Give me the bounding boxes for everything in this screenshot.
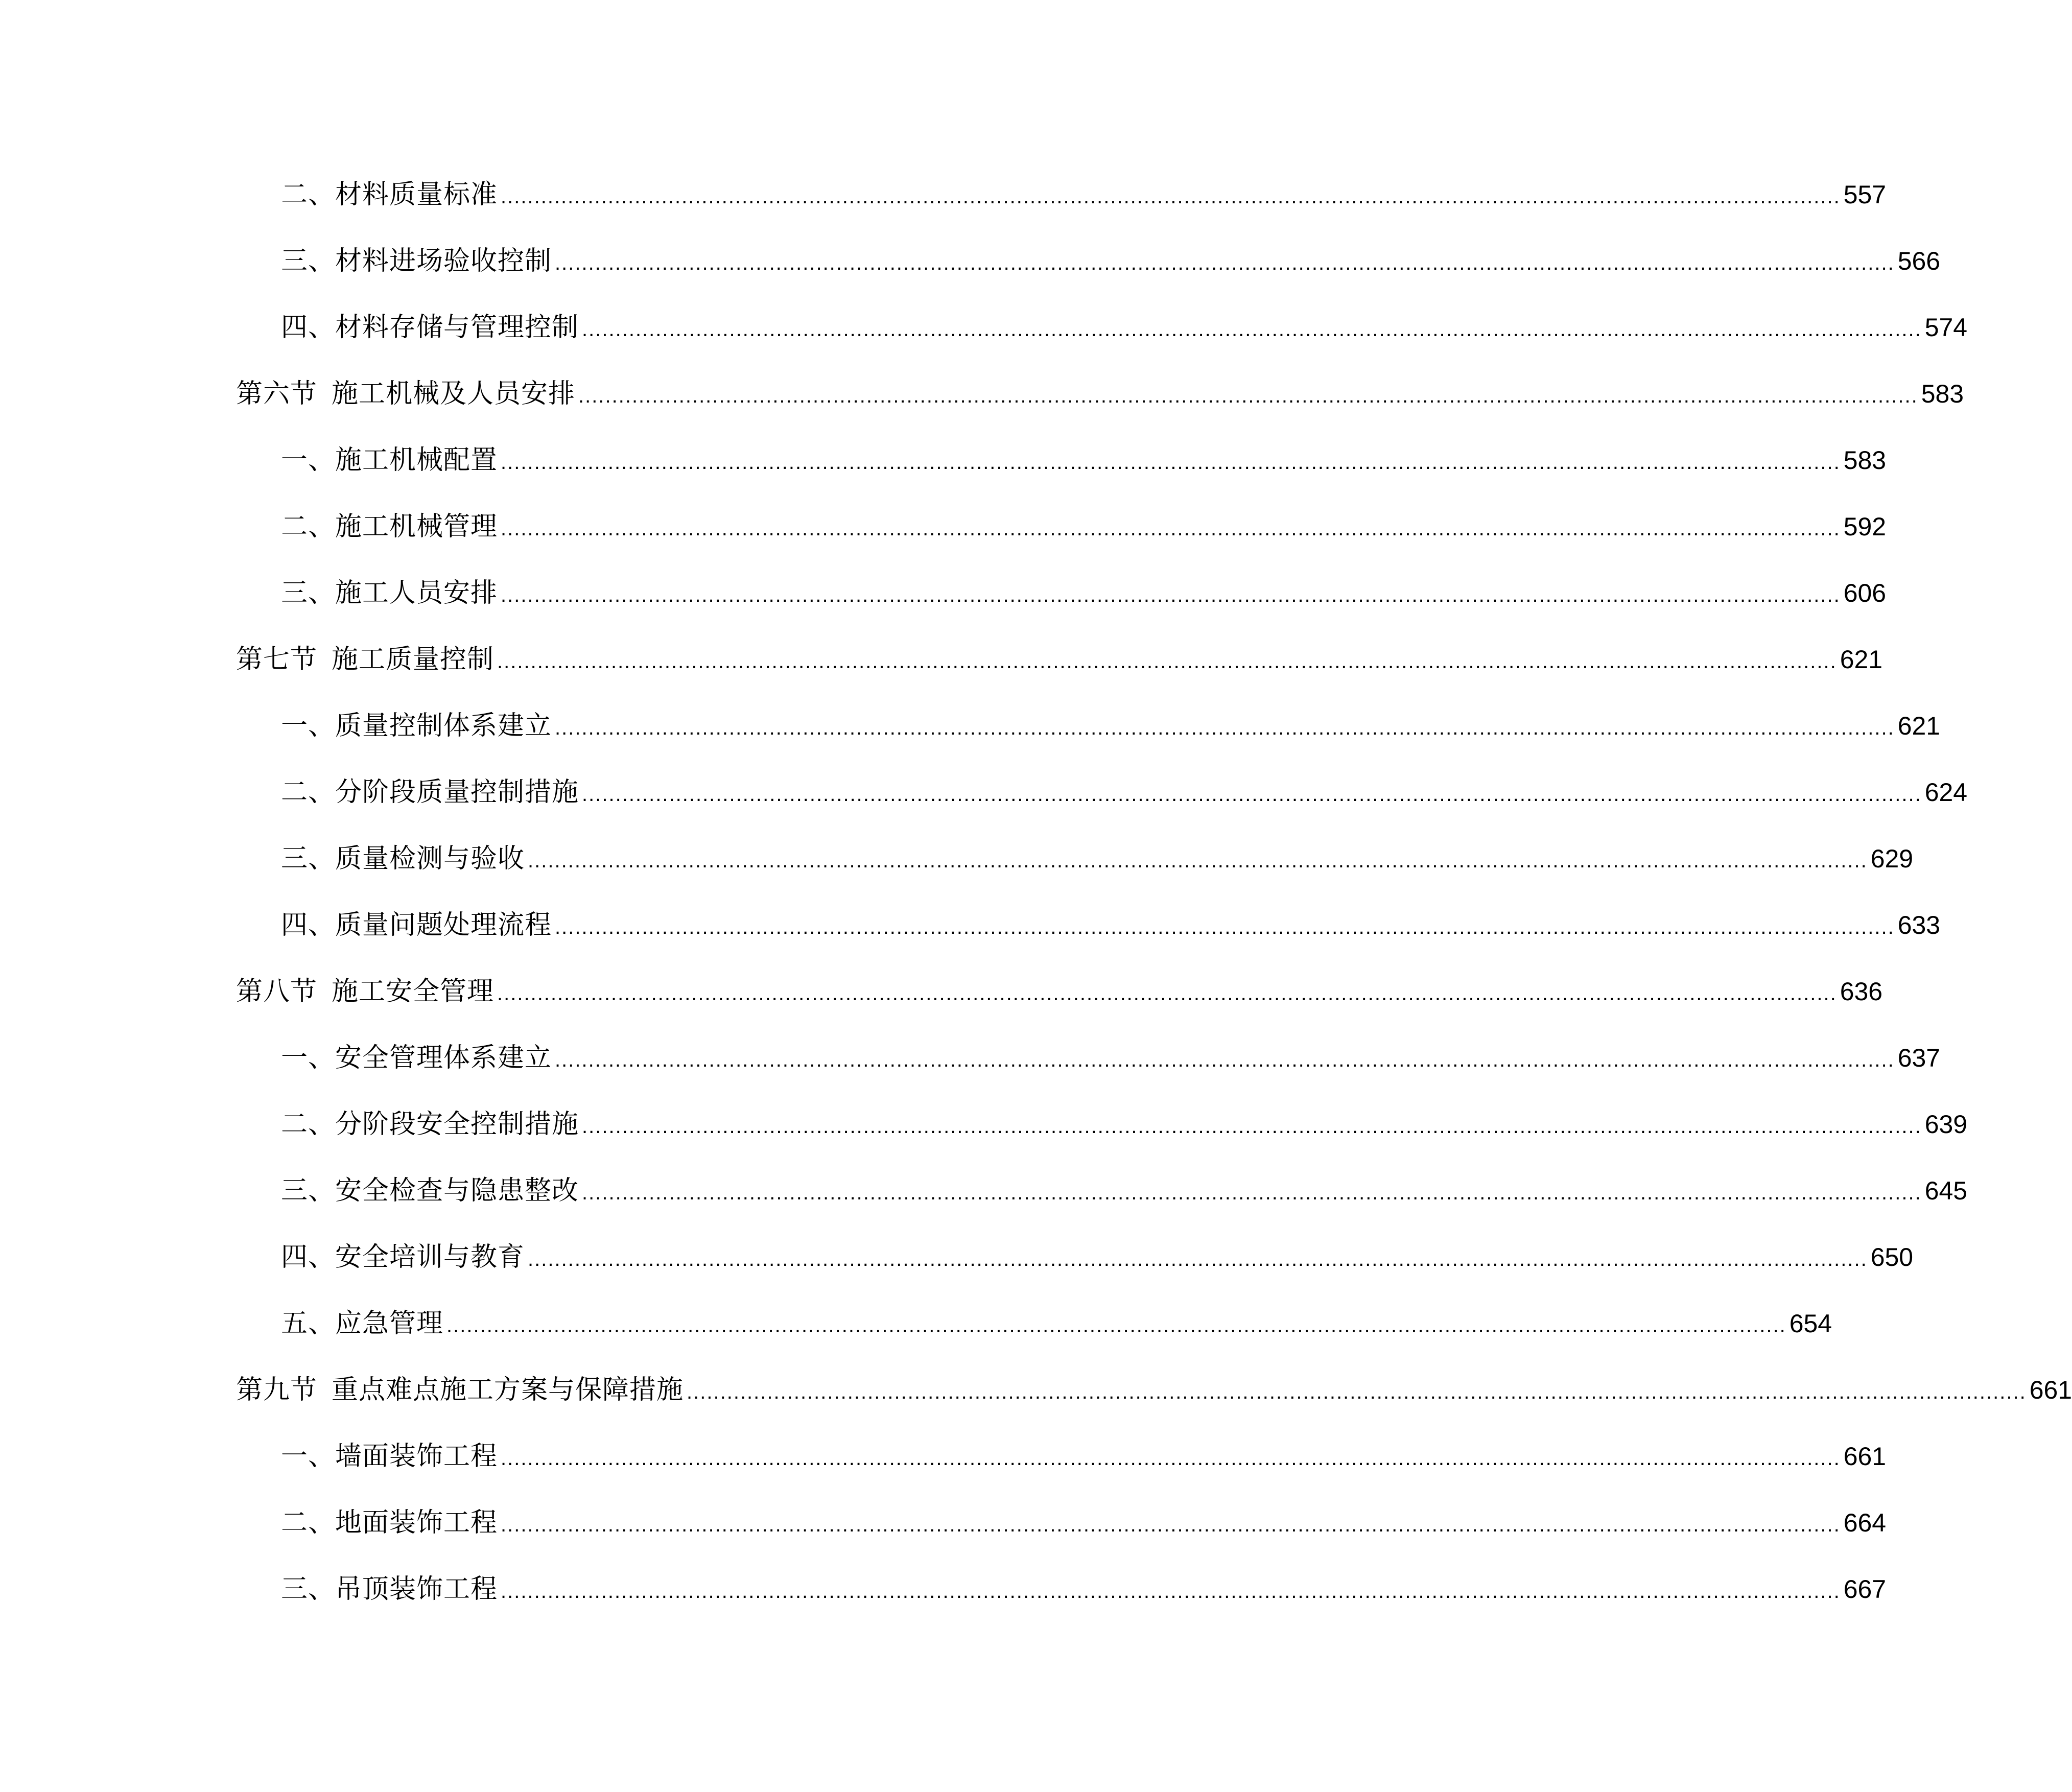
toc-entry-title: 安全管理体系建立 [335, 1043, 552, 1073]
toc-section-title: 施工机械及人员安排 [332, 379, 576, 409]
dot-leader: ........................................................................................................................................................................................................ [497, 982, 1837, 1005]
toc-entry-title: 质量检测与验收 [335, 843, 525, 874]
toc-entry-title: 施工人员安排 [335, 578, 498, 608]
toc-entry[interactable] [0, 1221, 1914, 1277]
toc-entry-title: 施工机械管理 [335, 511, 498, 542]
toc-entry-page: 574 [1924, 313, 1968, 342]
toc-entry-label: 二、 [281, 777, 336, 808]
toc-entry-page: 661 [2029, 1376, 2072, 1404]
toc-entry-label: 三、 [281, 843, 336, 874]
dot-leader: ........................................................................................................................................................................................................ [501, 185, 1841, 208]
dot-leader: ........................................................................................................................................................................................................ [528, 1248, 1868, 1270]
toc-entry-title: 质量控制体系建立 [335, 711, 552, 741]
toc-entry-page: 566 [1897, 247, 1941, 275]
toc-entry[interactable] [0, 1022, 1941, 1078]
toc-entry-page: 633 [1897, 911, 1941, 939]
toc-entry-page: 667 [1843, 1575, 1887, 1604]
toc-entry[interactable] [0, 1487, 1887, 1543]
toc-entry-label: 四、 [281, 312, 336, 343]
toc-section-title: 施工安全管理 [332, 976, 495, 1007]
toc-entry[interactable] [0, 889, 1941, 945]
toc-entry-page: 650 [1870, 1243, 1914, 1271]
toc-entry-title: 应急管理 [335, 1308, 444, 1339]
toc-entry-title: 安全培训与教育 [335, 1242, 525, 1272]
dot-leader: ........................................................................................................................................................................................................ [555, 1049, 1895, 1071]
toc-entry-label: 一、 [281, 1441, 336, 1472]
dot-leader: ........................................................................................................................................................................................................ [582, 1182, 1922, 1204]
toc-entry-page: 557 [1843, 180, 1887, 209]
toc-section-label: 第八节 [236, 976, 318, 1007]
toc-entry-label: 二、 [281, 179, 336, 210]
dot-leader: ........................................................................................................................................................................................................ [501, 517, 1841, 540]
toc-entry[interactable] [0, 1553, 1887, 1609]
toc-entry-label: 一、 [281, 711, 336, 741]
toc-entry-page: 629 [1870, 844, 1914, 873]
toc-entry-label: 三、 [281, 1574, 336, 1605]
toc-entry-label: 三、 [281, 578, 336, 608]
toc-entry[interactable] [0, 1154, 1968, 1211]
toc-section-entry[interactable] [0, 955, 1883, 1011]
toc-entry[interactable] [0, 424, 1887, 480]
toc-entry[interactable] [0, 1088, 1968, 1144]
toc-entry-page: 606 [1843, 579, 1887, 607]
toc-entry-page: 583 [1843, 446, 1887, 475]
toc-entry-label: 二、 [281, 1109, 336, 1140]
toc-section-entry[interactable] [0, 358, 1964, 414]
toc-entry-page: 583 [1921, 380, 1964, 408]
dot-leader: ........................................................................................................................................................................................................ [687, 1381, 2027, 1403]
toc-entry[interactable] [0, 822, 1914, 879]
toc-entry-title: 分阶段质量控制措施 [335, 777, 579, 808]
dot-leader: ........................................................................................................................................................................................................ [501, 451, 1841, 474]
dot-leader: ........................................................................................................................................................................................................ [497, 650, 1837, 673]
toc-entry-title: 材料进场验收控制 [335, 246, 552, 276]
toc-entry-label: 三、 [281, 246, 336, 276]
dot-leader: ........................................................................................................................................................................................................ [528, 850, 1868, 872]
toc-section-entry[interactable] [0, 1354, 2072, 1410]
dot-leader: ........................................................................................................................................................................................................ [555, 717, 1895, 739]
toc-entry-page: 621 [1840, 645, 1883, 674]
toc-entry[interactable] [0, 1287, 1832, 1343]
toc-entry-label: 二、 [281, 511, 336, 542]
toc-entry-title: 质量问题处理流程 [335, 910, 552, 940]
toc-entry-page: 624 [1924, 778, 1968, 807]
toc-entry-page: 639 [1924, 1110, 1968, 1139]
toc-entry-page: 636 [1840, 977, 1883, 1006]
toc-entry-label: 一、 [281, 445, 336, 476]
dot-leader: ........................................................................................................................................................................................................ [501, 1447, 1841, 1470]
toc-entry-title: 材料质量标准 [335, 179, 498, 210]
dot-leader: ........................................................................................................................................................................................................ [578, 385, 1918, 407]
toc-entry-page: 661 [1843, 1442, 1887, 1471]
toc-entry-page: 645 [1924, 1176, 1968, 1205]
toc-entry-title: 墙面装饰工程 [335, 1441, 498, 1472]
toc-section-label: 第九节 [236, 1375, 318, 1405]
toc-entry-page: 654 [1789, 1309, 1832, 1338]
toc-entry-label: 二、 [281, 1507, 336, 1538]
toc-entry[interactable] [0, 756, 1968, 812]
toc-entry-label: 四、 [281, 1242, 336, 1272]
toc-section-label: 第六节 [236, 379, 318, 409]
toc-entry-label: 四、 [281, 910, 336, 940]
toc-entry-label: 五、 [281, 1308, 336, 1339]
toc-entry[interactable] [0, 158, 1887, 215]
toc-entry[interactable] [0, 1420, 1887, 1476]
dot-leader: ........................................................................................................................................................................................................ [555, 916, 1895, 938]
toc-entry-label: 三、 [281, 1175, 336, 1206]
dot-leader: ........................................................................................................................................................................................................ [582, 1115, 1922, 1138]
toc-entry[interactable] [0, 225, 1941, 281]
dot-leader: ........................................................................................................................................................................................................ [555, 252, 1895, 274]
dot-leader: ........................................................................................................................................................................................................ [501, 1580, 1841, 1602]
dot-leader: ........................................................................................................................................................................................................ [446, 1314, 1786, 1337]
dot-leader: ........................................................................................................................................................................................................ [501, 1514, 1841, 1536]
toc-entry-title: 安全检查与隐患整改 [335, 1175, 579, 1206]
toc-section-entry[interactable] [0, 623, 1883, 679]
toc-section-label: 第七节 [236, 644, 318, 675]
dot-leader: ........................................................................................................................................................................................................ [501, 584, 1841, 606]
toc-entry-page: 621 [1897, 712, 1941, 740]
toc-entry[interactable] [0, 557, 1887, 613]
toc-entry-page: 664 [1843, 1508, 1887, 1537]
toc-section-title: 施工质量控制 [332, 644, 495, 675]
toc-entry[interactable] [0, 291, 1968, 347]
toc-entry-label: 一、 [281, 1043, 336, 1073]
toc-entry-page: 592 [1843, 512, 1887, 541]
toc-entry-title: 材料存储与管理控制 [335, 312, 579, 343]
dot-leader: ........................................................................................................................................................................................................ [582, 783, 1922, 806]
toc-entry-title: 地面装饰工程 [335, 1507, 498, 1538]
dot-leader: ........................................................................................................................................................................................................ [582, 318, 1922, 341]
toc-entry-title: 吊顶装饰工程 [335, 1574, 498, 1605]
toc-entry-page: 637 [1897, 1044, 1941, 1072]
toc-entry-title: 分阶段安全控制措施 [335, 1109, 579, 1140]
toc-entry[interactable] [0, 690, 1941, 746]
toc-entry[interactable] [0, 490, 1887, 547]
toc-entry-title: 施工机械配置 [335, 445, 498, 476]
toc-section-title: 重点难点施工方案与保障措施 [332, 1375, 684, 1405]
